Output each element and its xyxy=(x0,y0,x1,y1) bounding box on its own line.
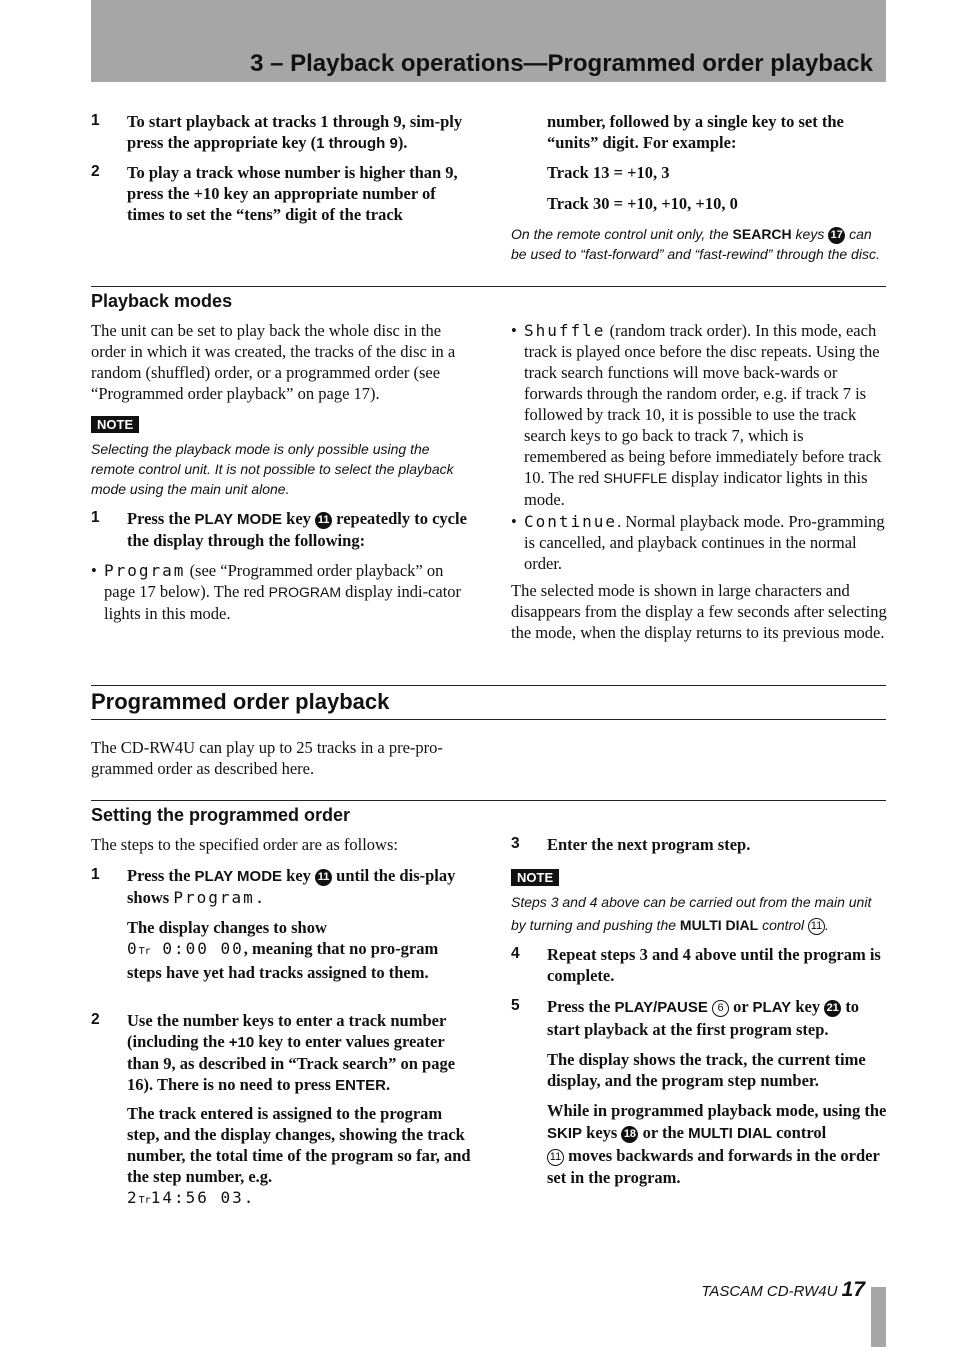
skip-18-icon: 18 xyxy=(621,1126,638,1143)
step-number: 2 xyxy=(91,163,100,180)
remote-note: On the remote control unit only, the SEARCH keys 17 can be used to “fast-forward” and “fast-rewind” through the disc. xyxy=(511,226,880,262)
section-heading-setting-order: Setting the programmed order xyxy=(91,805,351,825)
divider xyxy=(91,800,886,801)
note-text: Steps 3 and 4 above can be carried out from the main unit by turning and pushing the MULTI DIAL control 11 . xyxy=(511,894,872,933)
playback-modes-closing: The selected mode is shown in large characters and disappears from the display a few seconds after selecting the mode, when the display returns to its previous mode. xyxy=(511,581,887,642)
footer-brand: TASCAM CD-RW4U xyxy=(701,1283,842,1300)
note-badge: NOTE xyxy=(91,416,139,434)
note-badge: NOTE xyxy=(511,869,559,887)
bullet-continue: • Continue. Normal playback mode. Pro-gramming is cancelled, and playback continues in the normal order. xyxy=(511,512,885,573)
divider xyxy=(91,286,886,287)
playback-modes-step-1: Press the PLAY MODE key 11 repeatedly to cycle the display through the following: xyxy=(127,509,467,550)
note-text: Selecting the playback mode is only possible using the remote control unit. It is not possible to select the playback mode using the main unit alone. xyxy=(91,441,454,497)
intro-step-2: To play a track whose number is higher than 9, press the +10 key an appropriate number of times to set the “tens” digit of the track xyxy=(127,163,458,224)
step-number: 3 xyxy=(511,835,520,852)
setting-step-5-detail: The display shows the track, the current time display, and the program step number. xyxy=(547,1050,866,1090)
step-number: 5 xyxy=(511,997,520,1014)
bullet-program: • Program (see “Programmed order playback” on page 17 below). The red PROGRAM display indi-cator lights in this mode. xyxy=(91,561,462,623)
example-track-30: Track 30 = +10, +10, +10, 0 xyxy=(547,194,738,213)
step-number: 1 xyxy=(91,112,100,129)
playback-modes-paragraph: The unit can be set to play back the whole disc in the order in which it was created, the tracks of the disc in a random (shuffled) order, or a programmed order (see “Programmed order playback” on page 17). xyxy=(91,321,456,403)
setting-step-5-skip: While in programmed playback mode, using the SKIP keys 18 or the MULTI DIAL control 11 moves backwards and forwards in the order set in the program. xyxy=(547,1101,887,1187)
play-21-icon: 21 xyxy=(824,1000,841,1017)
bullet-shuffle: • Shuffle (random track order). In this mode, each track is played once before the disc repeats. Using the track search functions will move back-wards or forwards through the random order, e.g. if track 7 is followed by track 10, it is possible to use the track search keys to go back to track 7, which is remembered as being before immediately before track 10. The red SHUFFLE display indicator lights in this mode. xyxy=(511,321,882,509)
key-11-icon: 11 xyxy=(315,512,332,529)
play-pause-6-icon: 6 xyxy=(712,1000,729,1017)
divider xyxy=(91,719,886,720)
intro-step-2-cont: number, followed by a single key to set the “units” digit. For example: xyxy=(547,112,844,152)
setting-step-2-detail: The track entered is assigned to the program step, and the display changes, showing the track number, the total time of the program so far, and the step number, e.g. 2Tr14:56 03. xyxy=(127,1104,471,1207)
setting-step-1-detail: The display changes to show 0Tr 0:00 00, meaning that no pro-gram steps have yet had tracks assigned to them. xyxy=(127,918,439,982)
step-number: 2 xyxy=(91,1011,100,1028)
multi-dial-11-icon: 11 xyxy=(808,918,825,935)
section-heading-programmed-order: Programmed order playback xyxy=(91,689,390,714)
setting-intro: The steps to the specified order are as follows: xyxy=(91,835,398,854)
setting-step-4: Repeat steps 3 and 4 above until the program is complete. xyxy=(547,945,881,985)
side-tab xyxy=(871,1287,886,1347)
multi-dial-11-icon: 11 xyxy=(547,1149,564,1166)
step-number: 1 xyxy=(91,866,100,883)
example-track-13: Track 13 = +10, 3 xyxy=(547,163,670,182)
key-11-icon: 11 xyxy=(315,869,332,886)
page-title: 3 – Playback operations—Programmed order playback xyxy=(250,50,873,77)
step-number: 4 xyxy=(511,945,520,962)
section-heading-playback-modes: Playback modes xyxy=(91,291,233,311)
step-number: 1 xyxy=(91,509,100,526)
divider xyxy=(91,685,886,686)
intro-step-1: To start playback at tracks 1 through 9, sim-ply press the appropriate key (1 through 9). xyxy=(127,112,463,152)
setting-step-2: Use the number keys to enter a track number (including the +10 key to enter values greater than 9, as described in “Track search” on page 16). There is no need to press ENTER. xyxy=(127,1011,456,1094)
setting-step-5: Press the PLAY/PAUSE 6 or PLAY key 21 to start playback at the first program step. xyxy=(547,997,860,1039)
programmed-paragraph: The CD-RW4U can play up to 25 tracks in a pre-pro-grammed order as described here. xyxy=(91,738,443,778)
setting-step-3: Enter the next program step. xyxy=(547,835,751,854)
setting-step-1: Press the PLAY MODE key 11 until the dis-play shows Program. xyxy=(127,866,456,907)
key-17-icon: 17 xyxy=(828,227,845,244)
page-number: 17 xyxy=(841,1278,865,1301)
page-footer xyxy=(600,1278,865,1302)
